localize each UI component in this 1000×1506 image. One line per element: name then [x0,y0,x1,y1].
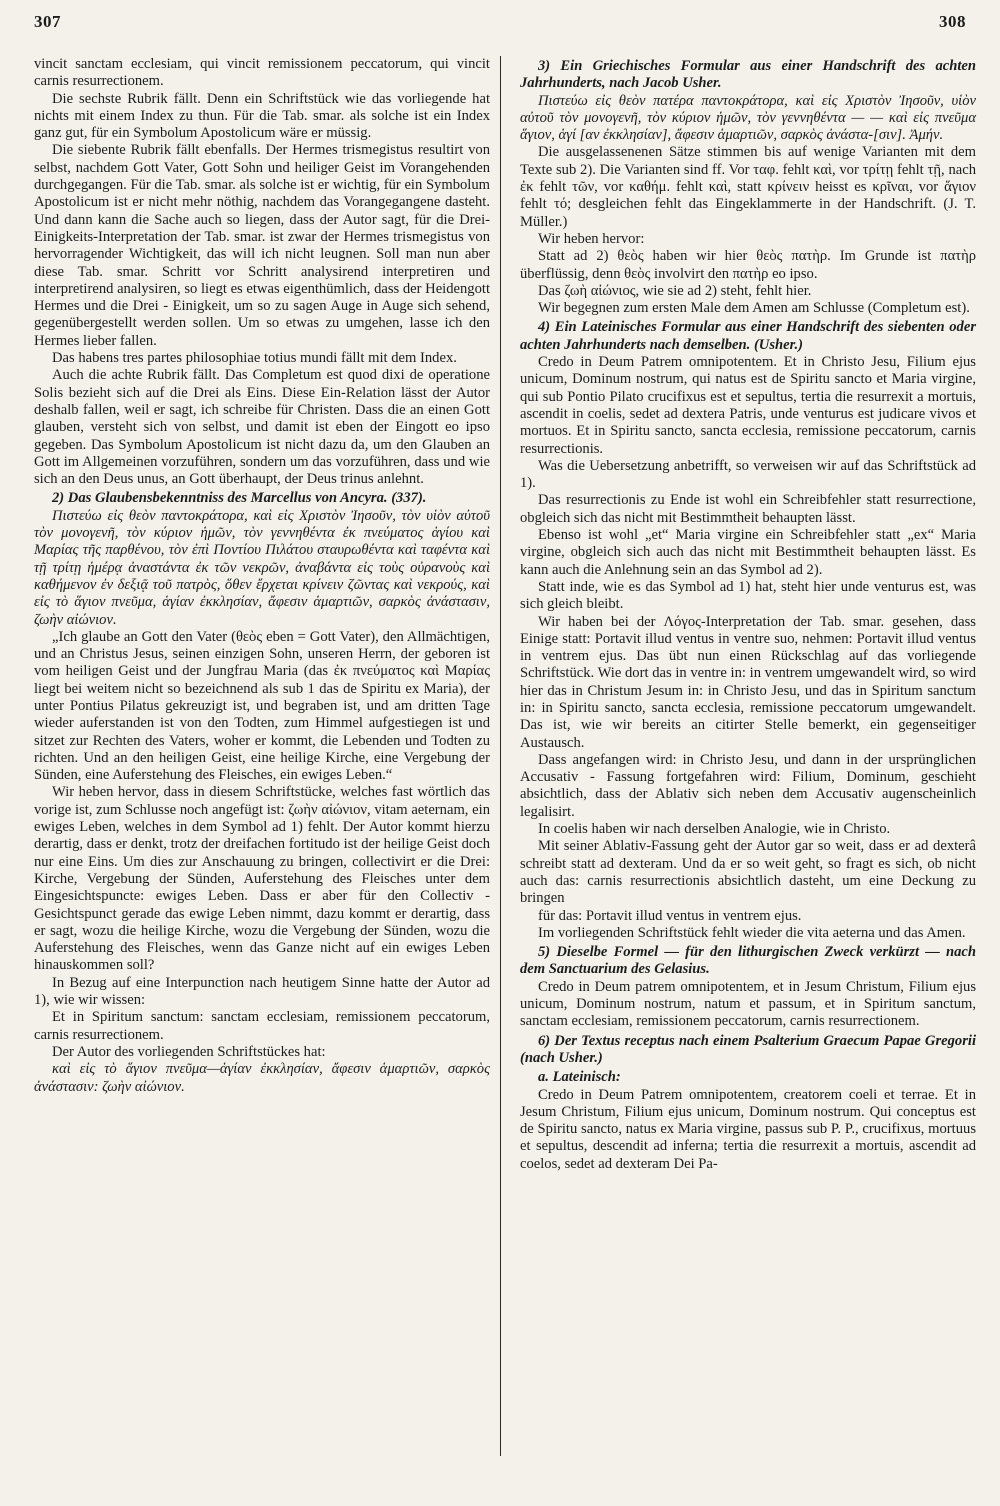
section-heading: 3) Ein Griechisches Formular aus einer Handschrift des achten Jahrhunderts, nach Jacob Usher. [520,58,976,92]
greek-text: Πιστεύω εἰς θεὸν παντοκράτορα, καὶ εἰς Χριστὸν Ἰησοῦν, τὸν υἱὸν αὐτοῦ τὸν μονογενῆ, τὸν κύριον ἡμῶν, τὸν γεννηθέντα ἐκ πνεύματος ἁγίου καὶ Μαρίας τῆς παρθένου, τὸν ἐπὶ Ποντίου Πιλάτου σταυρωθέντα καὶ ταφέντα καὶ τῇ τρίτῃ ἡμέρᾳ ἀναστάντα ἐκ τῶν νεκρῶν, ἀναβάντα εἰς τοὺς οὐρανοὺς καὶ καθήμενον ἐν δεξιᾷ τοῦ πατρὸς, ὅθεν ἔρχεται κρίνειν ζῶντας καὶ νεκρούς, καὶ εἰς τὸ ἅγιον πνεῦμα, ἁγίαν ἐκκλησίαν, ἄφεσιν ἁμαρτιῶν, σαρκὸς ἀνάστασιν, ζωὴν αἰώνιον. [34,507,490,628]
paragraph: Die siebente Rubrik fällt ebenfalls. Der Hermes trismegistus resultirt von selbst, nachdem Gott Vater, Gott Sohn und heiliger Geist im Vorangehenden durchgegangen. Für die Tab. smar. als solche ist er wichtig, für ein Symbolum Apostolicum ist er nicht mehr nöthig, nachdem das Vorangegangene dasteht. Und dann kann die Sache auch so liegen, dass der Autor sagt, für die Drei-Einigkeits-Interpretation der Tab. smar. ist zwar der Hermes trismegistus von hervorragender Wichtigkeit, das will ich nicht leugnen. Soll man nun aber diese Tab. smar. Schritt vor Schritt analysirend interpretiren und interpretirend analysiren, so liegt es etwas eigenthümlich, dass der Heidengott Hermes und die Drei - Einigkeit, um so zu sagen Auge in Auge sich sehend, gegenübergestellt werden sollen. Um so etwas zu umgehen, lasse ich den Hermes lieber fallen. [34,142,490,349]
right-column [520,56,976,1173]
paragraph: Im vorliegenden Schriftstück fehlt wieder die vita aeterna und das Amen. [538,924,966,941]
paragraph: Credo in Deum Patrem omnipotentem. Et in Christo Jesu, Filium ejus unicum, Dominum nostrum, qui natus est de Spiritu sancto et Maria virgine, qui sub Pontio Pilato crucifixus est et sepultus, tertia die resurrexit a mortuis, ascendit in coelis, sedet ad dextera Patris, unde venturus est judicare vivos et mortuos. Et in Spiritu sancto, sancta ecclesia, remissione peccatorum, carnis resurrectionis. [520,354,976,457]
paragraph: Auch die achte Rubrik fällt. Das Completum est quod dixi de operatione Solis bezieht sich auf die Drei als Eins. Diese Ein-Relation lässt der Autor deshalb fallen, weil er sagt, ich schreibe für Christen. Dass die an einen Gott glauben, versteht sich von selbst, und damit ist eben der Eingott eo ipso gegeben. Das Symbolum Apostolicum ist nicht dazu da, um den Glauben an Gott im Allgemeinen vorzuführen, sondern um das vorzuführen, dass und wie sich an den Deus unus, an Gott überhaupt, der Deus trinus anlehnt. [34,367,490,488]
paragraph: Das resurrectionis zu Ende ist wohl ein Schreibfehler statt resurrectione, obgleich sich das nicht mit Bestimmtheit behaupten lässt. [520,492,976,526]
section-heading: 4) Ein Lateinisches Formular aus einer Handschrift des siebenten oder achten Jahrhunderts nach demselben. (Usher.) [520,319,976,353]
paragraph: Mit seiner Ablativ-Fassung geht der Autor gar so weit, dass er ad dexterâ schreibt statt ad dexteram. Und da er so weit geht, so fragt es sich, ob nicht auch das: carnis resurrectionis absichtlich dasteht, um eine Deckung zu bringen [520,838,976,907]
paragraph: Der Autor des vorliegenden Schriftstückes hat: [52,1043,326,1060]
paragraph: Statt inde, wie es das Symbol ad 1) hat, steht hier unde venturus est, was sich gleich bleibt. [520,578,976,613]
page-number-left: 307 [34,12,61,31]
paragraph: Wir heben hervor: [538,230,645,247]
page-number-right: 308 [939,12,966,31]
paragraph: In coelis haben wir nach derselben Analogie, wie in Christo. [538,821,891,838]
paragraph: In Bezug auf eine Interpunction nach heutigem Sinne hatte der Autor ad 1), wie wir wissen: [34,974,490,1009]
paragraph: Credo in Deum patrem omnipotentem, et in Jesum Christum, Filium ejus unicum, Dominum nostrum, natum et passum, et in Spiritum sanctum, sanctam ecclesiam, remissionem peccatorum, carnis resurrectionem. [520,978,976,1030]
paragraph: Statt ad 2) θεὸς haben wir hier θεὸς πατὴρ. Im Grunde ist πατὴρ überflüssig, denn θεὸς involvirt den πατὴρ eo ipso. [520,248,976,282]
paragraph: Was die Uebersetzung anbetrifft, so verweisen wir auf das Schriftstück ad 1). [520,457,976,492]
paragraph: Credo in Deum Patrem omnipotentem, creatorem coeli et terrae. Et in Jesum Christum, Filium ejus unicum, Dominum nostrum. Qui conceptus est de Spiritu sancto, natus ex Maria virgine, passus sub P. P., crucifixus, mortuus et sepultus, descendit ad inferna; tertia die resurrexit a mortuis, ascendit ad coelos, sedet ad dexteram Dei Pa- [520,1086,976,1172]
paragraph: Dass angefangen wird: in Christo Jesu, und dann in der ursprünglichen Accusativ - Fassung fortgefahren wird: Filium, Dominum, geschieht absichtlich, dass der Ablativ sich neben dem Accusativ augenscheinlich legalisirt. [520,751,976,820]
paragraph: Wir haben bei der Λόγος-Interpretation der Tab. smar. gesehen, dass Einige statt: Portavit illud ventus in ventre suo, nehmen: Portavit illud ventus in ventrem ejus. Das übt nun einen Rückschlag auf das vorliegende Schriftstück. Wie dort das in ventre in: in ventrem umgewandelt wird, so wird hier das in Christum Jesum in: in Christo Jesu, und das in Spiritum sanctum in: in Spiritu sancto, sancta ecclesia, remissione peccatorum umgewandelt. Das ist, wie wir bereits an citirter Stelle bemerkt, ein gegenseitiger Austausch. [520,613,976,751]
paragraph: Die ausgelassenenen Sätze stimmen bis auf wenige Varianten mit dem Texte sub 2). Die Varianten sind ff. Vor ταφ. fehlt καὶ, vor τρίτῃ fehlt τῇ, nach ἐκ fehlt τῶν, vor καθήμ. fehlt καὶ, statt κρίνειν heisst es κρῖναι, vor ἅγιον fehlt τό; desgleichen fehlt das Eingeklammerte in der Handschrift. (J. T. Müller.) [520,144,976,230]
paragraph: Das ζωὴ αἰώνιος, wie sie ad 2) steht, fehlt hier. [538,282,812,299]
page-header [34,12,966,42]
paragraph: Wir begegnen zum ersten Male dem Amen am Schlusse (Completum est). [538,300,970,317]
paragraph: Die sechste Rubrik fällt. Denn ein Schriftstück wie das vorliegende hat nichts mit einem Index zu thun. Für die Tab. smar. als solche ist ein Index ganz gut, für ein Symbolum Apostolicum wäre er müssig. [34,90,490,142]
section-heading: 2) Das Glaubensbekenntniss des Marcellus von Ancyra. (337). [52,490,427,507]
paragraph: Et in Spiritum sanctum: sanctam ecclesiam, remissionem peccatorum, carnis resurrectionem. [34,1009,490,1043]
section-heading: 5) Dieselbe Formel — für den lithurgischen Zweck verkürzt — nach dem Sanctuarium des Gelasius. [520,944,976,978]
paragraph: Das habens tres partes philosophiae totius mundi fällt mit dem Index. [52,350,457,367]
paragraph: Wir heben hervor, dass in diesem Schriftstücke, welches fast wörtlich das vorige ist, zum Schlusse noch angefügt ist: ζωὴν αἰώνιον, vitam aeternam, ein ewiges Leben, welches in dem Symbol ad 1) fehlt. Der Autor kommt hierzu derartig, dass er denkt, trotz der dreifachen fortitudo ist der heilige Geist doch nur eine Eins. Um dies zur Anschauung zu bringen, collectivirt er die Drei: Kirche, Vergebung der Sünden, Auferstehung des Fleisches unter dem Eingesichtspuncte: ewiges Leben. Dass er aber für den Collectiv - Gesichtspunct gerade das ewige Leben nimmt, dazu kommt er derartig, dass er sagt, wozu die heilige Kirche, wozu die Vergebung der Sünden, wozu die Auferstehung des Fleisches, wenn das Ganze nicht auf ein ewiges Leben hinauskommen soll? [34,784,490,974]
section-heading: a. Lateinisch: [538,1069,621,1086]
paragraph: vincit sanctam ecclesiam, qui vincit remissionem peccatorum, qui vincit carnis resurrectionem. [34,56,490,90]
paragraph: „Ich glaube an Gott den Vater (θεὸς eben = Gott Vater), den Allmächtigen, und an Christus Jesus, seinen einzigen Sohn, unseren Herrn, der geboren ist vom heiligen Geist und der Jungfrau Maria (das ἐκ πνεύματος καὶ Μαρίας liegt bei weitem nicht so bezeichnend als sub 1 das de Spiritu ex Maria), der unter Pontius Pilatus gekreuzigt ist, und begraben ist, und am dritten Tage wieder auferstanden ist von den Todten, zum Himmel aufgestiegen ist und sitzet zur Rechten des Vaters, woher er kommt, die Lebenden und Todten zu richten. Und an den heiligen Geist, eine heilige Kirche, eine Vergebung der Sünden, eine Auferstehung des Fleisches, ein ewiges Leben.“ [34,628,490,784]
greek-text: καὶ εἰς τὸ ἅγιον πνεῦμα—ἁγίαν ἐκκλησίαν, ἄφεσιν ἁμαρτιῶν, σαρκὸς ἀνάστασιν: ζωὴν αἰώνιον. [34,1061,490,1095]
paragraph: Ebenso ist wohl „et“ Maria virgine ein Schreibfehler statt „ex“ Maria virgine, obgleich sich auch das nicht mit Bestimmtheit behaupten lässt. Es kann auch die Anlehnung sein an das Symbol ad 2). [520,527,976,578]
column-divider [500,56,501,1456]
greek-text: Πιστεύω εἰς θεὸν πατέρα παντοκράτορα, καὶ εἰς Χριστὸν Ἰησοῦν, υἱὸν αὐτοῦ τὸν μονογενῆ, τὸν κύριον ἡμῶν, τὸν γεννηθέντα — — καὶ εἰς πνεῦμα ἅγιον, ἁγί [αν ἐκκλησίαν], ἄφεσιν ἁμαρτιῶν, σαρκὸς ἀνάστα-[σιν]. Ἀμήν. [520,92,976,144]
left-column [34,56,490,1096]
paragraph: für das: Portavit illud ventus in ventrem ejus. [538,907,802,924]
section-heading: 6) Der Textus receptus nach einem Psalterium Graecum Papae Gregorii (nach Usher.) [520,1032,976,1066]
